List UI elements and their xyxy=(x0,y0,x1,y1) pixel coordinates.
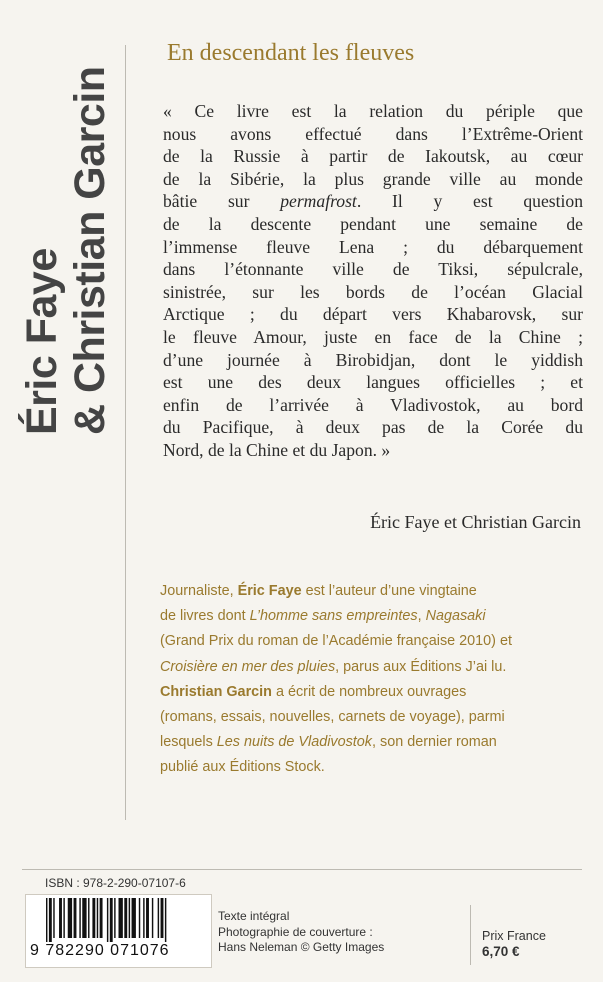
quote-line: du Pacifique, à deux pas de la Corée du xyxy=(163,417,583,438)
vertical-divider xyxy=(125,45,126,820)
price-amount: 6,70 € xyxy=(482,944,520,959)
spine-authors xyxy=(18,40,118,435)
bio-book-title: Nagasaki xyxy=(425,608,486,625)
quote-line: nous avons effectué dans l’Extrême-Orient xyxy=(163,123,583,144)
spine-author-2: & Christian Garcin xyxy=(66,66,114,435)
bio-text: lesquels xyxy=(160,734,217,751)
bio-book-title: Croisière en mer des pluies xyxy=(160,658,336,675)
quote-line: est une des deux langues officielles ; et xyxy=(163,372,583,393)
barcode xyxy=(25,894,212,968)
bio-line: publié aux Éditions Stock. xyxy=(160,759,325,776)
quote-line: l’immense fleuve Lena ; du débarquement xyxy=(163,236,583,257)
cover-credits xyxy=(218,909,384,956)
bio-text: de livres dont xyxy=(160,608,250,625)
quote-line: « Ce livre est la relation du périple que xyxy=(163,101,583,121)
credit-line: Texte intégral xyxy=(218,909,290,923)
credit-line: Photographie de couverture : xyxy=(218,924,373,939)
bio-line xyxy=(160,655,588,680)
bio-text: Journaliste, xyxy=(160,583,238,599)
quote-line: enfin de l’arrivée à Vladivostok, au bord xyxy=(163,394,583,415)
bio-text: , son dernier roman xyxy=(372,734,497,751)
bio-text: est l’auteur d’une vingtaine xyxy=(301,583,477,599)
horizontal-divider xyxy=(22,869,582,870)
quote-line: sinistrée, sur les bords de l’océan Glacial xyxy=(163,281,583,302)
quote-line xyxy=(163,190,583,213)
quote-line: d’une journée à Birobidjan, dont le yiddish xyxy=(163,349,583,370)
bio-book-title: L’homme sans empreintes xyxy=(249,608,418,625)
quote-line: dans l’étonnante ville de Tiksi, sépulcrale, xyxy=(163,259,583,280)
bio-line xyxy=(160,579,588,604)
quote-italic-word: permafrost xyxy=(280,191,357,212)
quote-line: le fleuve Amour, juste en face de la Chine ; xyxy=(163,326,583,347)
bio-line: (romans, essais, nouvelles, carnets de voyage), parmi xyxy=(160,709,505,726)
bio-author-name: Christian Garcin xyxy=(160,683,272,700)
price-block xyxy=(482,928,546,960)
price-label: Prix France xyxy=(482,929,546,943)
bio-line xyxy=(160,604,588,629)
barcode-bars xyxy=(46,898,206,942)
bio-line xyxy=(160,730,588,755)
bio-text: a écrit de nombreux ouvrages xyxy=(271,683,467,700)
author-bio xyxy=(160,579,588,781)
spine-author-1: Éric Faye xyxy=(18,248,66,435)
isbn-label: ISBN : 978-2-290-07107-6 xyxy=(45,876,186,890)
credit-line: Hans Neleman © Getty Images xyxy=(218,940,385,954)
quote-line: Arctique ; du départ vers Khabarovsk, sur xyxy=(163,304,583,325)
price-divider xyxy=(470,905,471,965)
book-title: En descendant les fleuves xyxy=(167,40,415,66)
bio-author-name: Éric Faye xyxy=(237,583,302,599)
quote-text: . Il y est question xyxy=(356,191,583,212)
bio-line: (Grand Prix du roman de l’Académie française 2010) et xyxy=(160,633,512,650)
quote-line: Nord, de la Chine et du Japon. » xyxy=(163,439,391,460)
quote-line: de la Russie à partir de Iakoutsk, au cœur xyxy=(163,146,583,167)
bio-book-title: Les nuits de Vladivostok xyxy=(216,734,372,751)
bio-text: , parus aux Éditions J’ai lu. xyxy=(335,658,507,675)
quote-line: de la descente pendant une semaine de xyxy=(163,213,583,234)
quote-text: bâtie sur xyxy=(163,191,281,212)
barcode-digits: 9 782290 071076 xyxy=(30,942,170,959)
back-cover-quote xyxy=(163,100,583,462)
bio-text: , xyxy=(417,608,426,625)
quote-line: de la Sibérie, la plus grande ville au monde xyxy=(163,168,583,189)
bio-line xyxy=(160,680,588,705)
quote-signature: Éric Faye et Christian Garcin xyxy=(370,512,581,532)
